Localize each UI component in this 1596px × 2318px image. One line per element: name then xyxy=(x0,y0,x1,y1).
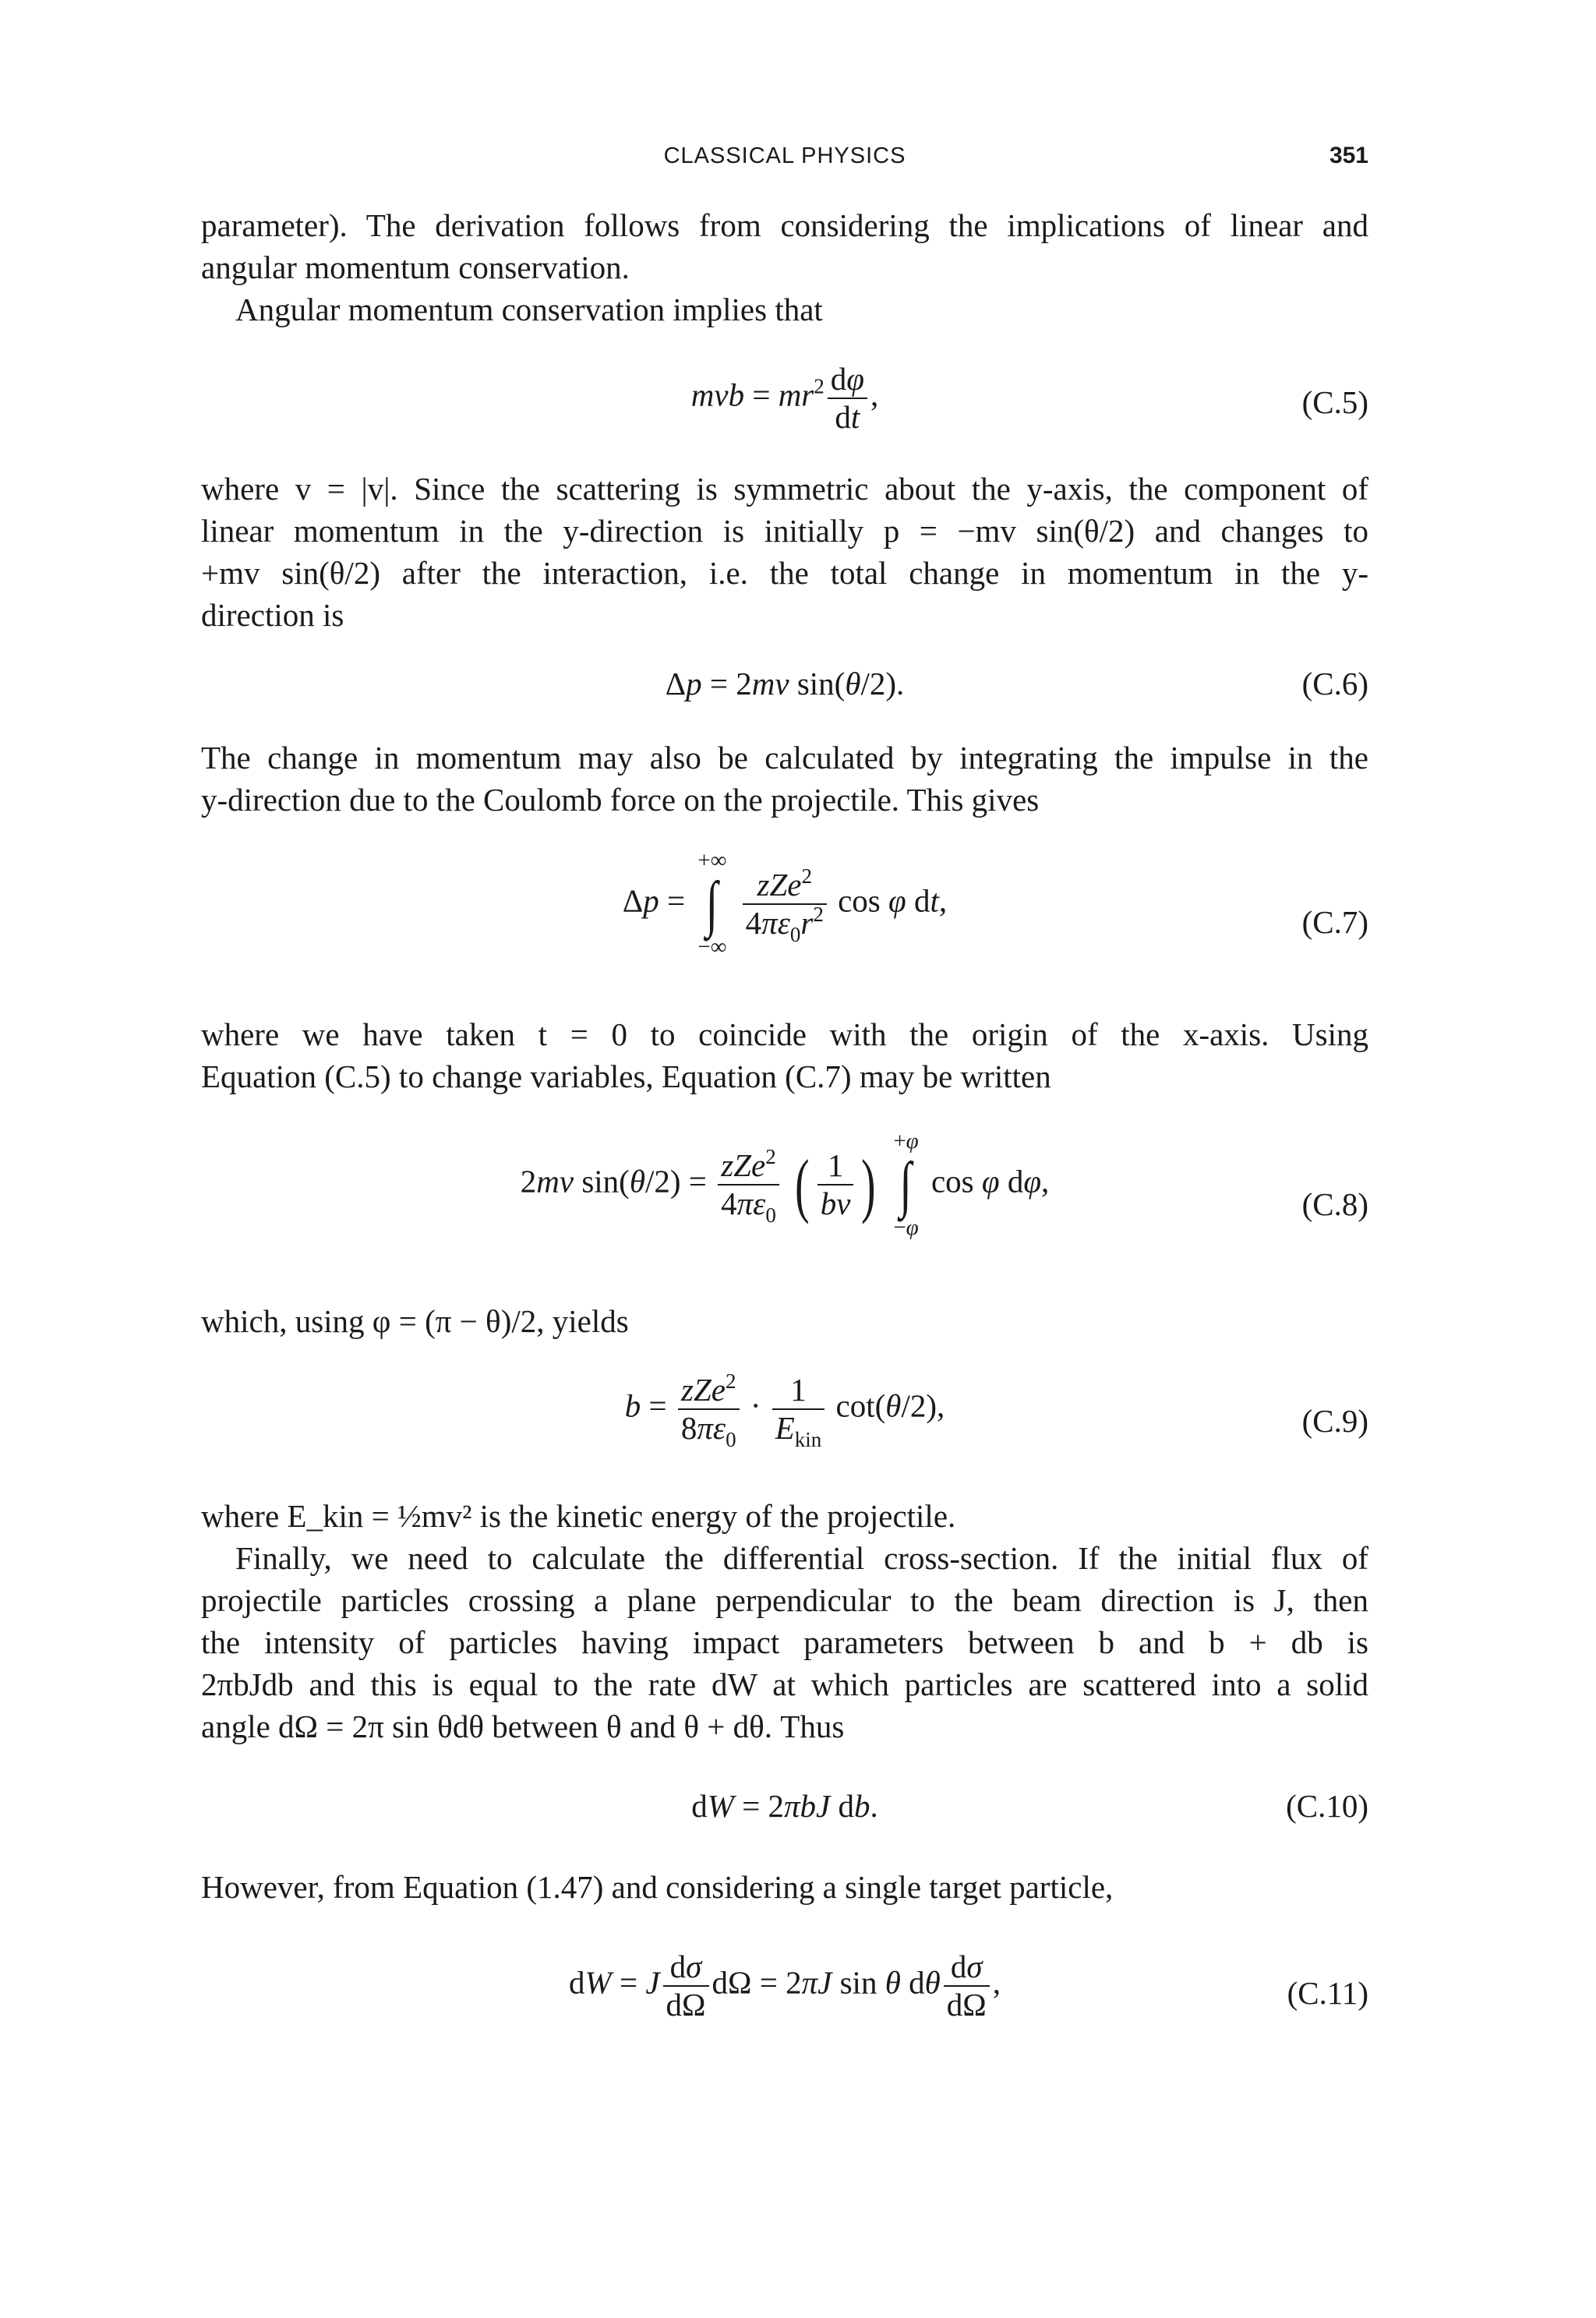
equation-number: (C.7) xyxy=(1301,904,1368,940)
equation-c5-formula: mvb = $mr^2$ $\frac{d\varphi}{dt}$ , xyxy=(690,361,879,436)
equation-c11 xyxy=(201,1949,1368,2042)
text-line: Equation (C.5) to change variables, Equation (C.7) may be written xyxy=(201,1058,1051,1094)
text-line: where E_kin = ½mv² is the kinetic energy of the projectile. xyxy=(201,1498,956,1534)
text-line: where we have taken t = 0 to coincide with the origin of the x-axis. Using xyxy=(201,1016,1368,1052)
text-line: y-direction due to the Coulomb force on the projectile. This gives xyxy=(201,782,1040,818)
equation-c7 xyxy=(201,850,1368,998)
equation-c6 xyxy=(201,663,1368,709)
equation-number: (C.5) xyxy=(1301,384,1368,420)
equation-number: (C.9) xyxy=(1301,1403,1368,1439)
paragraph-1 xyxy=(201,204,1368,288)
paragraph-8-cont xyxy=(201,1579,1368,1747)
text-line: which, using φ = (π − θ)/2, yields xyxy=(201,1303,629,1339)
text-line: angle dΩ = 2π sin θdθ between θ and θ + dθ. Thus xyxy=(201,1708,845,1744)
equation-number: (C.10) xyxy=(1286,1788,1368,1824)
equation-c9 xyxy=(201,1369,1368,1465)
running-head: CLASSICAL PHYSICS xyxy=(663,143,906,168)
paragraph-8 xyxy=(201,1537,1368,1579)
equation-c6-formula: Δp = 2mv sin(θ/2). xyxy=(665,666,905,701)
text-line: direction is xyxy=(201,597,344,633)
paragraph-7 xyxy=(201,1495,1368,1537)
equation-c11-formula: dW = J $\frac{d\sigma}{d\Omega}$ dΩ = 2πJ sin θ dθ $\frac{d\sigma}{d\Omega}$ , xyxy=(569,1949,1001,2023)
text-line: where v = |v|. Since the scattering is symmetric about the y-axis, the component of xyxy=(201,471,1368,507)
text-line: 2πbJdb and this is equal to the rate dW at which particles are scattered into a solid xyxy=(201,1666,1368,1702)
equation-number: (C.11) xyxy=(1287,1975,1368,2011)
page-number: 351 xyxy=(1329,143,1368,168)
book-page xyxy=(201,0,1368,2318)
text-line: However, from Equation (1.47) and considering a single target particle, xyxy=(201,1869,1114,1905)
equation-c5 xyxy=(201,355,1368,440)
equation-c7-formula: Δp = +∞ ∫ −∞ $\frac{zZe^2}{4\pi\varepsilon_0r^2}$ cos φ dt, xyxy=(622,848,948,959)
equation-c9-formula: b = $\frac{zZe^2}{8\pi\varepsilon_0}$ · $\frac{1}{E_{kin}}$ cot(θ/2), xyxy=(624,1369,945,1452)
text-line: angular momentum conservation. xyxy=(201,249,630,285)
equation-c10 xyxy=(201,1785,1368,1832)
paragraph-2 xyxy=(201,288,1368,330)
text-line: Finally, we need to calculate the differential cross-section. If the initial flux of xyxy=(235,1540,1368,1576)
text-line: +mv sin(θ/2) after the interaction, i.e. the total change in momentum in the y- xyxy=(201,555,1368,591)
equation-c8 xyxy=(201,1130,1368,1278)
text-line: Angular momentum conservation implies that xyxy=(235,292,823,327)
text-line: parameter). The derivation follows from considering the implications of linear and xyxy=(201,207,1368,243)
equation-c10-formula: dW = 2πbJ db. xyxy=(691,1788,878,1824)
paragraph-6 xyxy=(201,1300,1368,1342)
equation-number: (C.8) xyxy=(1301,1186,1368,1222)
paragraph-5 xyxy=(201,1013,1368,1097)
text-line: linear momentum in the y-direction is initially p = −mv sin(θ/2) and changes to xyxy=(201,513,1368,549)
text-line: the intensity of particles having impact parameters between b and b + db is xyxy=(201,1624,1368,1660)
paragraph-3 xyxy=(201,468,1368,636)
page-header xyxy=(201,137,1368,175)
equation-number: (C.6) xyxy=(1301,666,1368,701)
paragraph-9 xyxy=(201,1866,1368,1908)
text-line: projectile particles crossing a plane perpendicular to the beam direction is J, then xyxy=(201,1582,1368,1618)
text-line: The change in momentum may also be calculated by integrating the impulse in the xyxy=(201,740,1368,776)
equation-c8-formula: 2mv sin(θ/2) = $\frac{zZe^2}{4\pi\varepsilon_0}$ ( $\frac{1}{bv}$ ) +φ ∫ −φ cos φ dφ, xyxy=(520,1129,1050,1240)
paragraph-4 xyxy=(201,737,1368,821)
